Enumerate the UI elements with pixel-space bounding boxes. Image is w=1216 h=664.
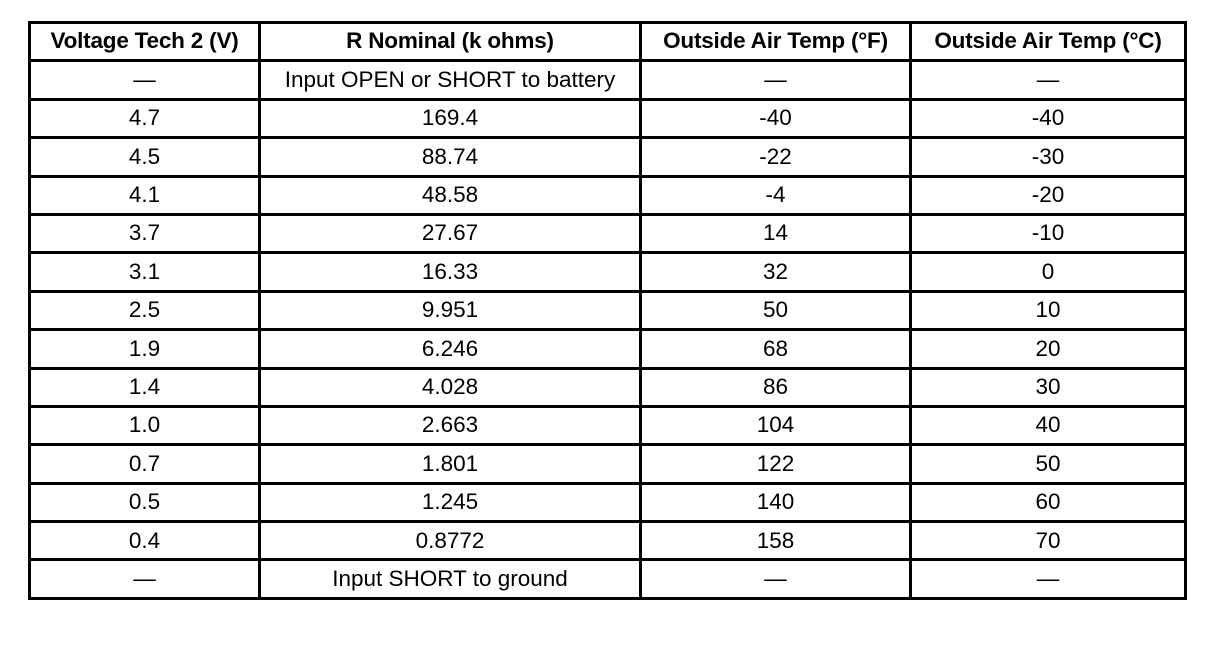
table-row — [30, 176, 1186, 214]
cell-temp-f: — — [641, 560, 911, 598]
cell-temp-f: 50 — [641, 291, 911, 329]
table-row — [30, 138, 1186, 176]
cell-r-nominal: Input SHORT to ground — [260, 560, 641, 598]
table-row — [30, 253, 1186, 291]
cell-voltage: 4.5 — [30, 138, 260, 176]
cell-temp-c: 50 — [911, 445, 1186, 483]
table-header-row — [30, 23, 1186, 61]
cell-temp-f: 140 — [641, 483, 911, 521]
cell-r-nominal: 0.8772 — [260, 522, 641, 560]
cell-voltage: 0.5 — [30, 483, 260, 521]
sensor-table-container — [28, 21, 1184, 600]
cell-voltage: 1.0 — [30, 406, 260, 444]
cell-r-nominal: 6.246 — [260, 330, 641, 368]
cell-temp-c: 60 — [911, 483, 1186, 521]
cell-temp-c: -40 — [911, 99, 1186, 137]
cell-voltage: 3.1 — [30, 253, 260, 291]
cell-r-nominal: 169.4 — [260, 99, 641, 137]
cell-voltage: 0.7 — [30, 445, 260, 483]
table-row — [30, 330, 1186, 368]
cell-temp-c: 0 — [911, 253, 1186, 291]
cell-temp-f: 158 — [641, 522, 911, 560]
cell-voltage: 1.9 — [30, 330, 260, 368]
cell-temp-f: 122 — [641, 445, 911, 483]
cell-temp-c: — — [911, 560, 1186, 598]
cell-temp-f: 14 — [641, 214, 911, 252]
cell-r-nominal: 2.663 — [260, 406, 641, 444]
cell-r-nominal: 4.028 — [260, 368, 641, 406]
cell-r-nominal: 9.951 — [260, 291, 641, 329]
table-row — [30, 61, 1186, 99]
cell-voltage: — — [30, 560, 260, 598]
cell-r-nominal: Input OPEN or SHORT to battery — [260, 61, 641, 99]
cell-voltage: 0.4 — [30, 522, 260, 560]
sensor-voltage-table — [28, 21, 1187, 600]
table-row — [30, 368, 1186, 406]
cell-temp-c: -10 — [911, 214, 1186, 252]
header-voltage: Voltage Tech 2 (V) — [30, 23, 260, 61]
cell-temp-f: -4 — [641, 176, 911, 214]
cell-temp-c: 20 — [911, 330, 1186, 368]
cell-voltage: 1.4 — [30, 368, 260, 406]
cell-temp-f: 32 — [641, 253, 911, 291]
cell-temp-c: 30 — [911, 368, 1186, 406]
table-row — [30, 560, 1186, 598]
cell-voltage: — — [30, 61, 260, 99]
cell-temp-f: 86 — [641, 368, 911, 406]
cell-temp-c: -30 — [911, 138, 1186, 176]
cell-temp-c: 40 — [911, 406, 1186, 444]
cell-r-nominal: 1.245 — [260, 483, 641, 521]
table-row — [30, 445, 1186, 483]
cell-r-nominal: 1.801 — [260, 445, 641, 483]
cell-temp-f: -22 — [641, 138, 911, 176]
cell-temp-c: 70 — [911, 522, 1186, 560]
cell-temp-f: 104 — [641, 406, 911, 444]
cell-temp-c: 10 — [911, 291, 1186, 329]
cell-r-nominal: 48.58 — [260, 176, 641, 214]
table-row — [30, 291, 1186, 329]
table-row — [30, 214, 1186, 252]
cell-voltage: 3.7 — [30, 214, 260, 252]
table-row — [30, 99, 1186, 137]
cell-temp-f: -40 — [641, 99, 911, 137]
cell-voltage: 4.7 — [30, 99, 260, 137]
header-r-nominal: R Nominal (k ohms) — [260, 23, 641, 61]
cell-r-nominal: 88.74 — [260, 138, 641, 176]
table-row — [30, 522, 1186, 560]
cell-r-nominal: 27.67 — [260, 214, 641, 252]
cell-voltage: 2.5 — [30, 291, 260, 329]
header-temp-f: Outside Air Temp (°F) — [641, 23, 911, 61]
cell-temp-f: 68 — [641, 330, 911, 368]
table-row — [30, 406, 1186, 444]
cell-temp-c: — — [911, 61, 1186, 99]
table-row — [30, 483, 1186, 521]
cell-voltage: 4.1 — [30, 176, 260, 214]
header-temp-c: Outside Air Temp (°C) — [911, 23, 1186, 61]
cell-temp-c: -20 — [911, 176, 1186, 214]
cell-r-nominal: 16.33 — [260, 253, 641, 291]
cell-temp-f: — — [641, 61, 911, 99]
